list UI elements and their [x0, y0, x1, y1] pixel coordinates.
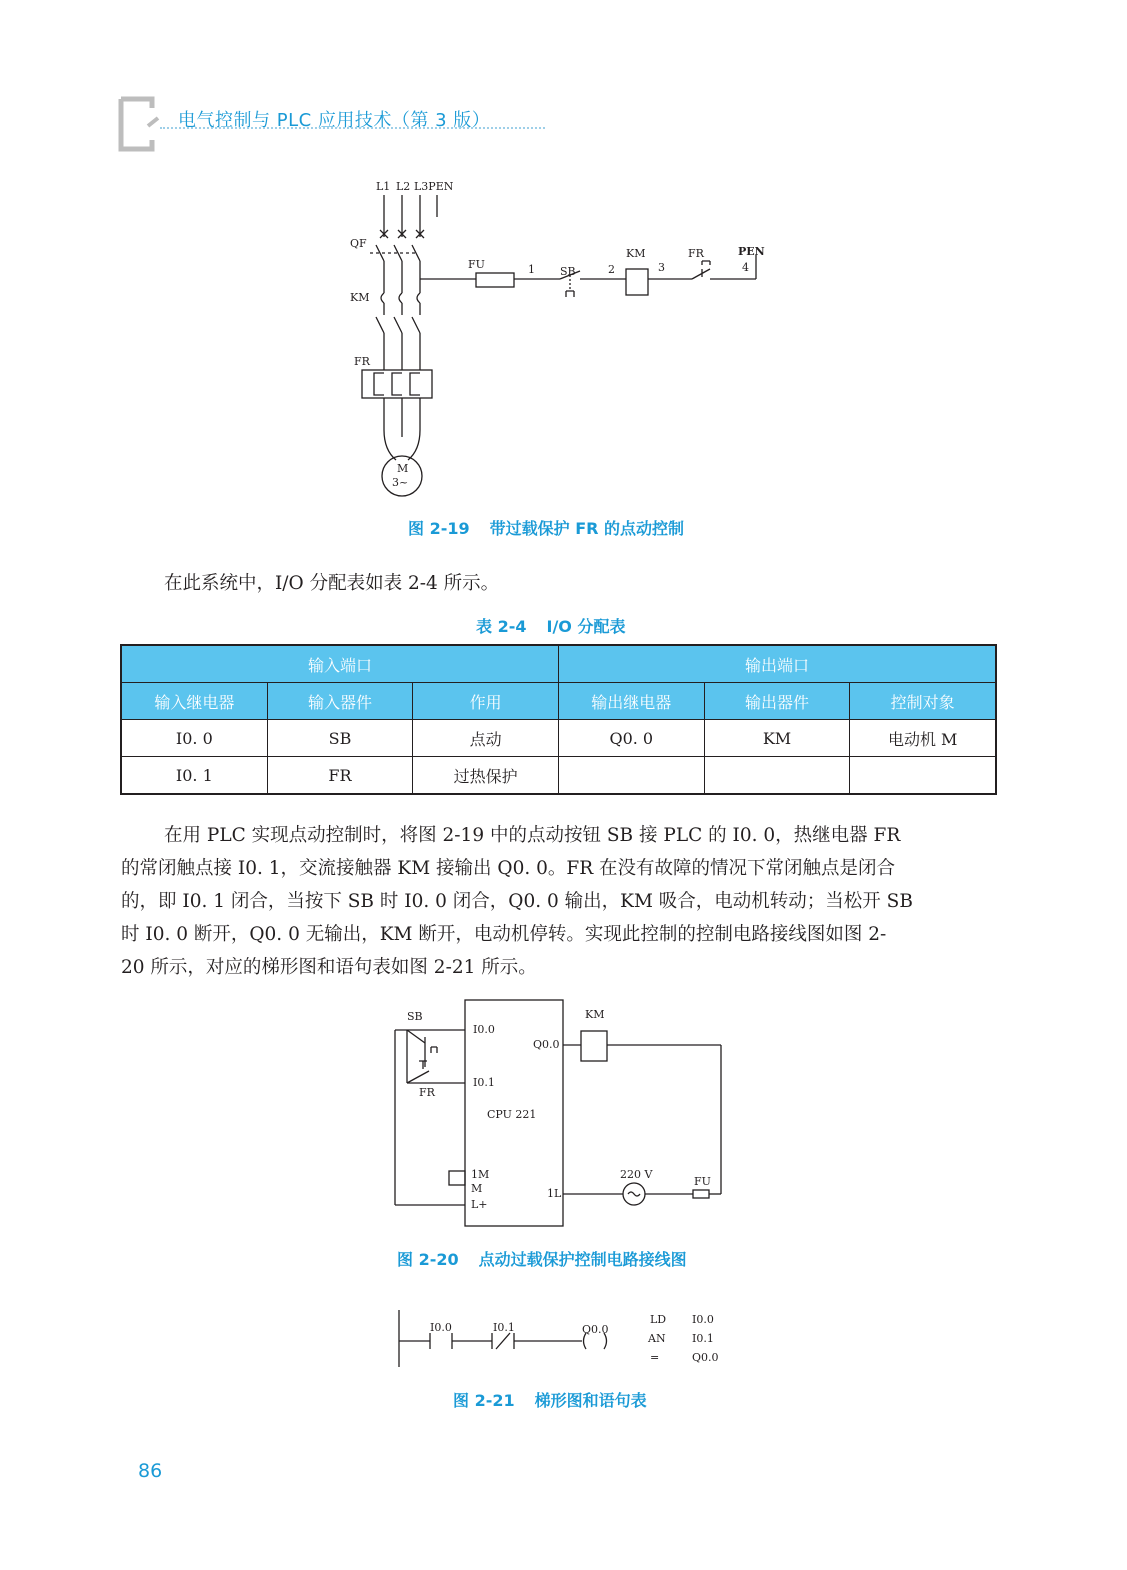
ladder-contact-i00: I0.0 — [430, 1321, 452, 1334]
ladder-contact-i01: I0.1 — [493, 1321, 515, 1334]
label-1l: 1L — [547, 1187, 562, 1200]
statement-op: AN — [648, 1332, 666, 1345]
paragraph-line: 时 I0. 0 断开，Q0. 0 无输出，KM 断开，电动机停转。实现此控制的控制电路接线图如图 2- — [121, 924, 887, 945]
table-cell — [704, 757, 850, 795]
statement-operand: I0.1 — [692, 1332, 714, 1345]
table-row — [121, 757, 996, 795]
label-fr: FR — [419, 1086, 435, 1099]
page-number: 86 — [138, 1460, 163, 1482]
statement-operand: Q0.0 — [692, 1351, 719, 1364]
table-cell: 点动 — [413, 720, 559, 757]
label-node-4: 4 — [742, 261, 749, 274]
label-lplus: L+ — [471, 1198, 488, 1211]
label-i00: I0.0 — [473, 1023, 495, 1036]
label-km-coil: KM — [626, 247, 646, 260]
label-sb: SB — [407, 1010, 423, 1023]
column-header: 输出器件 — [704, 683, 850, 720]
paragraph-line: 在用 PLC 实现点动控制时，将图 2-19 中的点动按钮 SB 接 PLC 的 I0. 0，热继电器 FR — [164, 825, 901, 846]
table-column-header-row — [121, 683, 996, 720]
label-node-1: 1 — [528, 263, 535, 276]
table-2-4-title: I/O 分配表 — [546, 617, 626, 636]
table-cell: I0. 0 — [121, 720, 267, 757]
figure-2-20-title: 点动过载保护控制电路接线图 — [478, 1250, 687, 1269]
figure-2-19-title: 带过载保护 FR 的点动控制 — [489, 519, 685, 538]
label-qf: QF — [350, 237, 367, 250]
column-header: 输出继电器 — [558, 683, 704, 720]
ladder-coil-q00: Q0.0 — [582, 1323, 609, 1336]
figure-2-21-caption — [453, 1388, 647, 1411]
figure-2-19-number: 图 2-19 — [408, 519, 470, 538]
column-header: 控制对象 — [850, 683, 996, 720]
table-cell: I0. 1 — [121, 757, 267, 795]
label-pen: PEN — [738, 245, 765, 258]
table-cell: Q0. 0 — [558, 720, 704, 757]
table-cell: SB — [267, 720, 413, 757]
label-q00: Q0.0 — [533, 1038, 560, 1051]
label-sb: SB — [560, 265, 576, 278]
table-cell — [558, 757, 704, 795]
table-group-header-row — [121, 645, 996, 683]
figure-2-21-number: 图 2-21 — [453, 1391, 515, 1410]
output-port-header: 输出端口 — [558, 645, 996, 683]
body-paragraph — [121, 819, 1001, 984]
label-l2: L2 — [396, 180, 411, 193]
table-2-4-number: 表 2-4 — [476, 617, 527, 636]
table-cell: KM — [704, 720, 850, 757]
label-l1: L1 — [376, 180, 391, 193]
figure-2-21-title: 梯形图和语句表 — [534, 1391, 647, 1410]
label-km: KM — [585, 1008, 605, 1021]
figure-2-19-caption — [408, 516, 684, 539]
figure-2-19-circuit — [340, 175, 780, 505]
label-voltage: 220 V — [620, 1168, 653, 1181]
header-dotted-rule — [160, 127, 545, 129]
label-km-main: KM — [350, 291, 370, 304]
label-i01: I0.1 — [473, 1076, 495, 1089]
figure-2-21-ladder — [392, 1305, 732, 1375]
input-port-header: 输入端口 — [121, 645, 558, 683]
column-header: 作用 — [413, 683, 559, 720]
label-fr-contact: FR — [688, 247, 704, 260]
figure-2-20-wiring — [385, 995, 735, 1235]
paragraph-line: 的，即 I0. 1 闭合，当按下 SB 时 I0. 0 闭合，Q0. 0 输出，KM 吸合，电动机转动；当松开 SB — [121, 891, 913, 912]
label-cpu: CPU 221 — [487, 1108, 537, 1121]
table-2-4-caption — [476, 614, 625, 637]
table-cell: 过热保护 — [413, 757, 559, 795]
label-motor-m: M — [397, 462, 409, 475]
table-cell: 电动机 M — [850, 720, 996, 757]
intro-sentence: 在此系统中，I/O 分配表如表 2-4 所示。 — [164, 573, 500, 594]
label-m: M — [471, 1182, 483, 1195]
label-fu: FU — [468, 258, 485, 271]
figure-2-20-caption — [397, 1247, 687, 1270]
table-cell: FR — [267, 757, 413, 795]
table-cell — [850, 757, 996, 795]
chapter-corner-mark — [118, 96, 162, 152]
paragraph-line: 的常闭触点接 I0. 1，交流接触器 KM 接输出 Q0. 0。FR 在没有故障的情况下常闭触点是闭合 — [121, 858, 896, 879]
io-allocation-table — [120, 644, 997, 795]
label-l3pen: L3PEN — [414, 180, 454, 193]
label-fr-main: FR — [354, 355, 370, 368]
statement-op: LD — [650, 1313, 667, 1326]
figure-2-20-number: 图 2-20 — [397, 1250, 459, 1269]
label-1m: 1M — [471, 1168, 490, 1181]
label-motor-phase: 3~ — [392, 476, 409, 489]
statement-op: = — [650, 1351, 660, 1364]
label-node-3: 3 — [658, 261, 665, 274]
column-header: 输入器件 — [267, 683, 413, 720]
table-row — [121, 720, 996, 757]
column-header: 输入继电器 — [121, 683, 267, 720]
paragraph-line: 20 所示，对应的梯形图和语句表如图 2-21 所示。 — [121, 957, 537, 978]
label-node-2: 2 — [608, 263, 615, 276]
running-header-title: 电气控制与 PLC 应用技术（第 3 版） — [178, 110, 491, 131]
statement-operand: I0.0 — [692, 1313, 714, 1326]
label-fu: FU — [694, 1175, 711, 1188]
